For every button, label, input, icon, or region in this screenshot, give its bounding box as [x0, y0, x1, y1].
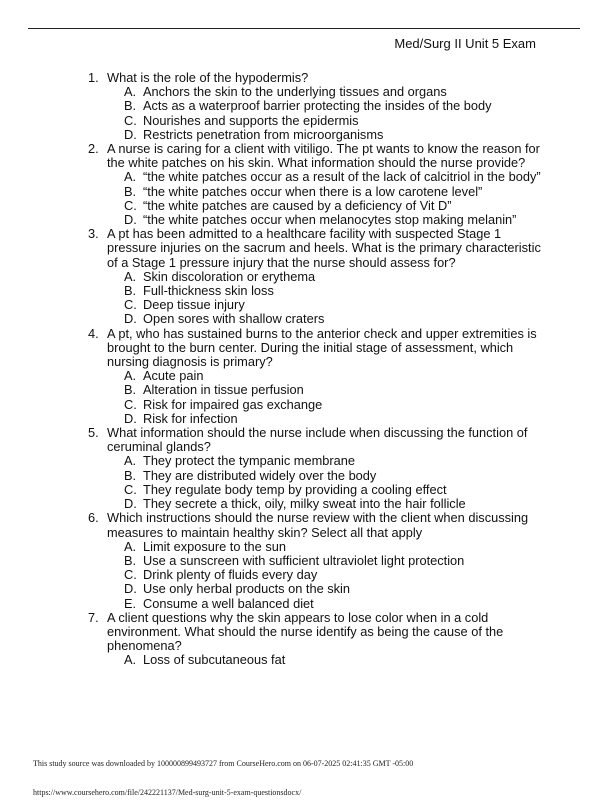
option-letter: C. [124, 567, 137, 583]
question-text: What information should the nurse include when discussing the function of ceruminal glands? [107, 425, 528, 455]
exam-content [88, 71, 543, 668]
question-number: 3. [88, 226, 99, 242]
option-letter: B. [124, 552, 137, 568]
question-number: 4. [88, 325, 99, 341]
option-letter: D. [124, 126, 137, 142]
answer-option [107, 114, 543, 128]
option-letter: B. [124, 382, 137, 398]
option-letter: D. [124, 581, 137, 597]
question-text: Which instructions should the nurse review with the client when discussing measures to maintain healthy skin? Select all that apply [107, 510, 529, 540]
download-notice: This study source was downloaded by 100000899493727 from CourseHero.com on 06-07-2025 02:41:35 GMT -05:00 [33, 759, 414, 768]
option-text: Full-thickness skin loss [143, 283, 274, 299]
option-letter: C. [124, 481, 137, 497]
option-letter: A. [124, 453, 137, 469]
option-letter: D. [124, 496, 137, 512]
answer-option [107, 298, 543, 312]
option-letter: A. [124, 652, 137, 668]
answer-option [107, 483, 543, 497]
option-letter: B. [124, 98, 137, 114]
option-letter: A. [124, 368, 137, 384]
question-list [88, 71, 543, 668]
answer-option [107, 398, 543, 412]
option-text: Skin discoloration or erythema [143, 268, 316, 284]
option-text: They regulate body temp by providing a cooling effect [143, 481, 447, 497]
option-text: Acute pain [143, 368, 204, 384]
question-text: What is the role of the hypodermis? [107, 70, 309, 85]
answer-option [107, 128, 543, 142]
question-item [88, 142, 543, 227]
option-text: Deep tissue injury [143, 297, 245, 313]
option-letter: B. [124, 183, 137, 199]
option-letter: A. [124, 268, 137, 284]
answer-option [107, 383, 543, 397]
question-item [88, 426, 543, 511]
option-letter: D. [124, 311, 137, 327]
option-letter: D. [124, 410, 137, 426]
question-item [88, 511, 543, 610]
question-text: A pt, who has sustained burns to the anterior check and upper extremities is brought to the burn center. During the initial stage of assessment, which nursing diagnosis is primary? [107, 325, 537, 370]
answer-option [107, 597, 543, 611]
answer-option [107, 199, 543, 213]
option-letter: A. [124, 84, 137, 100]
answer-option [107, 497, 543, 511]
question-number: 2. [88, 141, 99, 157]
option-text: Nourishes and supports the epidermis [143, 112, 359, 128]
answer-option [107, 85, 543, 99]
answer-options [107, 653, 543, 667]
answer-option [107, 284, 543, 298]
option-letter: E. [124, 595, 137, 611]
question-number: 1. [88, 70, 99, 85]
answer-option [107, 170, 543, 184]
option-letter: A. [124, 538, 137, 554]
option-letter: C. [124, 396, 137, 412]
option-text: They are distributed widely over the body [143, 467, 377, 483]
option-text: Loss of subcutaneous fat [143, 652, 286, 668]
option-text: Use only herbal products on the skin [143, 581, 350, 597]
option-text: Consume a well balanced diet [143, 595, 314, 611]
question-item [88, 227, 543, 326]
option-letter: B. [124, 283, 137, 299]
option-text: Drink plenty of fluids every day [143, 567, 318, 583]
option-text: Limit exposure to the sun [143, 538, 286, 554]
question-item [88, 71, 543, 142]
answer-option [107, 540, 543, 554]
answer-option [107, 653, 543, 667]
option-letter: C. [124, 197, 137, 213]
answer-option [107, 369, 543, 383]
option-text: “the white patches are caused by a deficiency of Vit D” [143, 197, 452, 213]
option-text: They secrete a thick, oily, milky sweat into the hair follicle [143, 496, 466, 512]
option-text: Risk for infection [143, 410, 238, 426]
option-text: They protect the tympanic membrane [143, 453, 355, 469]
option-letter: C. [124, 112, 137, 128]
answer-options [107, 540, 543, 611]
option-letter: A. [124, 169, 137, 185]
answer-option [107, 454, 543, 468]
answer-option [107, 312, 543, 326]
option-letter: C. [124, 297, 137, 313]
question-number: 6. [88, 510, 99, 526]
option-text: “the white patches occur when melanocytes stop making melanin” [143, 212, 517, 228]
answer-option [107, 554, 543, 568]
option-text: “the white patches occur as a result of the lack of calcitriol in the body” [143, 169, 541, 185]
option-text: Acts as a waterproof barrier protecting the insides of the body [143, 98, 492, 114]
answer-option [107, 469, 543, 483]
answer-option [107, 185, 543, 199]
answer-option [107, 270, 543, 284]
answer-options [107, 270, 543, 327]
answer-option [107, 582, 543, 596]
option-text: Risk for impaired gas exchange [143, 396, 323, 412]
option-text: Anchors the skin to the underlying tissues and organs [143, 84, 447, 100]
question-text: A nurse is caring for a client with vitiligo. The pt wants to know the reason for the white patches on his skin. What information should the nurse provide? [107, 141, 540, 171]
option-letter: B. [124, 467, 137, 483]
question-item [88, 327, 543, 426]
question-item [88, 611, 543, 668]
question-number: 5. [88, 425, 99, 441]
answer-option [107, 99, 543, 113]
answer-options [107, 369, 543, 426]
option-letter: D. [124, 212, 137, 228]
option-text: Alteration in tissue perfusion [143, 382, 304, 398]
answer-option [107, 412, 543, 426]
answer-options [107, 454, 543, 511]
header-rule [28, 28, 580, 29]
question-number: 7. [88, 609, 99, 625]
answer-option [107, 213, 543, 227]
page-header-title: Med/Surg II Unit 5 Exam [394, 36, 536, 51]
source-url: https://www.coursehero.com/file/242221137/Med-surg-unit-5-exam-questionsdocx/ [33, 788, 302, 797]
option-text: Restricts penetration from microorganisms [143, 126, 384, 142]
answer-option [107, 568, 543, 582]
option-text: Use a sunscreen with sufficient ultraviolet light protection [143, 552, 465, 568]
answer-options [107, 85, 543, 142]
option-text: Open sores with shallow craters [143, 311, 325, 327]
question-text: A pt has been admitted to a healthcare facility with suspected Stage 1 pressure injuries on the sacrum and heels. What is the primary characteristic of a Stage 1 pressure injury that the nurse should assess for? [107, 226, 541, 270]
answer-options [107, 170, 543, 227]
option-text: “the white patches occur when there is a low carotene level” [143, 183, 483, 199]
question-text: A client questions why the skin appears to lose color when in a cold environment. What should the nurse identify as being the cause of the phenomena? [107, 609, 504, 654]
